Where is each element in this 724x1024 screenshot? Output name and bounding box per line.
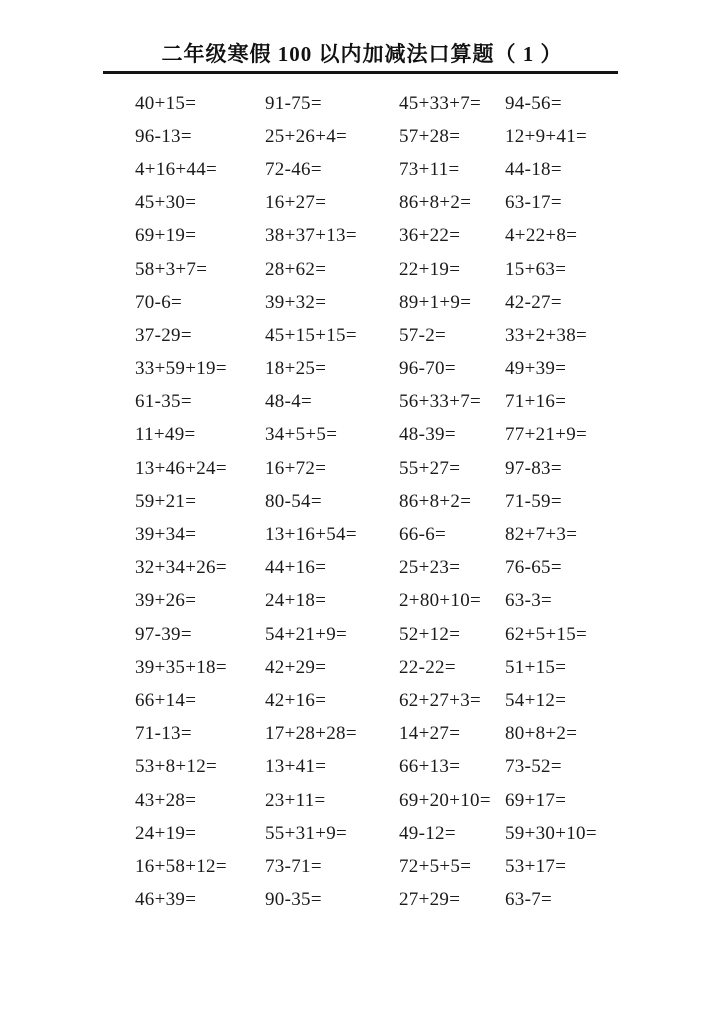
problem-cell: 13+41= (265, 756, 327, 778)
problem-cell: 39+34= (135, 524, 197, 546)
problem-cell: 69+17= (505, 789, 567, 811)
problem-cell: 17+28+28= (265, 723, 357, 745)
problem-cell: 55+31+9= (265, 822, 348, 844)
problem-cell: 61-35= (135, 391, 192, 413)
problem-cell: 96-13= (135, 125, 192, 147)
problem-cell: 18+25= (265, 358, 327, 380)
problem-cell: 71-13= (135, 723, 192, 745)
problem-cell: 2+80+10= (399, 590, 482, 612)
problem-cell: 11+49= (135, 424, 196, 446)
problem-cell: 4+22+8= (505, 225, 578, 247)
problem-cell: 45+30= (135, 192, 197, 214)
problem-cell: 39+26= (135, 590, 197, 612)
page-title: 二年级寒假 100 以内加减法口算题（ 1 ） (161, 42, 563, 66)
problem-cell: 45+15+15= (265, 324, 357, 346)
problem-cell: 46+39= (135, 889, 197, 911)
problem-cell: 42+29= (265, 656, 327, 678)
problem-cell: 25+23= (399, 557, 461, 579)
problem-cell: 76-65= (505, 557, 562, 579)
problem-cell: 16+58+12= (135, 855, 227, 877)
problem-cell: 77+21+9= (505, 424, 588, 446)
problem-cell: 33+2+38= (505, 324, 588, 346)
problem-cell: 56+33+7= (399, 391, 482, 413)
problem-cell: 97-39= (135, 623, 192, 645)
problem-cell: 86+8+2= (399, 490, 472, 512)
problem-cell: 22-22= (399, 656, 456, 678)
problem-cell: 24+18= (265, 590, 327, 612)
problem-cell: 66+13= (399, 756, 461, 778)
problem-cell: 15+63= (505, 258, 567, 280)
problem-cell: 89+1+9= (399, 291, 472, 313)
problem-cell: 62+27+3= (399, 689, 482, 711)
problem-cell: 16+27= (265, 192, 327, 214)
problem-cell: 48-4= (265, 391, 313, 413)
problem-cell: 54+12= (505, 689, 567, 711)
problem-cell: 48-39= (399, 424, 456, 446)
problem-cell: 69+19= (135, 225, 197, 247)
problem-cell: 63-17= (505, 192, 562, 214)
problem-cell: 80+8+2= (505, 723, 578, 745)
problem-cell: 86+8+2= (399, 192, 472, 214)
problem-cell: 49+39= (505, 358, 567, 380)
problem-cell: 24+19= (135, 822, 197, 844)
problem-cell: 23+11= (265, 789, 326, 811)
problem-cell: 45+33+7= (399, 92, 482, 114)
problem-cell: 59+21= (135, 490, 197, 512)
problem-cell: 73-71= (265, 855, 322, 877)
problem-cell: 33+59+19= (135, 358, 227, 380)
problem-cell: 90-35= (265, 889, 322, 911)
problem-cell: 58+3+7= (135, 258, 208, 280)
problem-cell: 52+12= (399, 623, 461, 645)
problem-cell: 96-70= (399, 358, 456, 380)
problem-cell: 14+27= (399, 723, 461, 745)
problem-cell: 63-3= (505, 590, 553, 612)
problem-cell: 97-83= (505, 457, 562, 479)
problem-cell: 25+26+4= (265, 125, 348, 147)
problem-cell: 38+37+13= (265, 225, 357, 247)
problem-cell: 39+35+18= (135, 656, 227, 678)
problem-cell: 4+16+44= (135, 158, 218, 180)
problem-cell: 55+27= (399, 457, 461, 479)
problem-cell: 62+5+15= (505, 623, 588, 645)
problem-cell: 70-6= (135, 291, 183, 313)
problem-cell: 42-27= (505, 291, 562, 313)
problem-cell: 34+5+5= (265, 424, 338, 446)
problem-cell: 51+15= (505, 656, 567, 678)
problem-cell: 73+11= (399, 158, 460, 180)
problem-cell: 44-18= (505, 158, 562, 180)
problem-cell: 71+16= (505, 391, 567, 413)
problem-cell: 40+15= (135, 92, 197, 114)
problem-cell: 32+34+26= (135, 557, 227, 579)
problem-cell: 57+28= (399, 125, 461, 147)
problem-cell: 42+16= (265, 689, 327, 711)
problem-cell: 39+32= (265, 291, 327, 313)
problem-cell: 54+21+9= (265, 623, 348, 645)
problem-cell: 66+14= (135, 689, 197, 711)
problem-cell: 80-54= (265, 490, 322, 512)
problem-cell: 53+17= (505, 855, 567, 877)
problem-cell: 22+19= (399, 258, 461, 280)
problem-cell: 44+16= (265, 557, 327, 579)
problem-cell: 27+29= (399, 889, 461, 911)
problem-cell: 37-29= (135, 324, 192, 346)
problem-cell: 49-12= (399, 822, 456, 844)
title-underline (103, 71, 618, 74)
problem-cell: 94-56= (505, 92, 562, 114)
problem-cell: 73-52= (505, 756, 562, 778)
problem-cell: 36+22= (399, 225, 461, 247)
problem-cell: 71-59= (505, 490, 562, 512)
problem-cell: 28+62= (265, 258, 327, 280)
problem-cell: 12+9+41= (505, 125, 588, 147)
problem-cell: 43+28= (135, 789, 197, 811)
problem-cell: 72+5+5= (399, 855, 472, 877)
problem-cell: 13+46+24= (135, 457, 227, 479)
problems-grid (135, 87, 621, 917)
problem-cell: 69+20+10= (399, 789, 491, 811)
problem-cell: 63-7= (505, 889, 553, 911)
problem-cell: 59+30+10= (505, 822, 597, 844)
problem-cell: 72-46= (265, 158, 322, 180)
problem-cell: 16+72= (265, 457, 327, 479)
problem-cell: 57-2= (399, 324, 447, 346)
problem-cell: 53+8+12= (135, 756, 218, 778)
problem-cell: 13+16+54= (265, 524, 357, 546)
problem-cell: 66-6= (399, 524, 447, 546)
problem-cell: 82+7+3= (505, 524, 578, 546)
problem-cell: 91-75= (265, 92, 322, 114)
